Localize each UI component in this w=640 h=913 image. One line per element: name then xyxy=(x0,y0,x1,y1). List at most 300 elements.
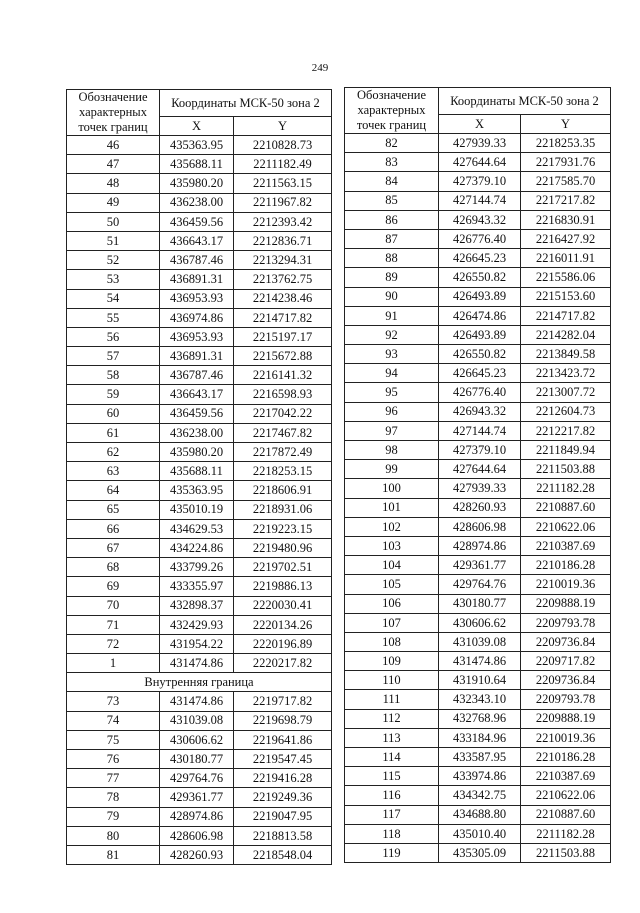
point-id: 53 xyxy=(67,270,160,289)
x-value: 426943.32 xyxy=(439,210,521,229)
point-id: 52 xyxy=(67,251,160,270)
x-value: 430606.62 xyxy=(439,613,521,632)
point-id: 73 xyxy=(67,692,160,711)
table-row xyxy=(67,155,332,174)
table-row xyxy=(345,249,611,268)
table-row xyxy=(67,462,332,481)
point-id: 1 xyxy=(67,654,160,673)
point-id: 88 xyxy=(345,249,439,268)
x-value: 431474.86 xyxy=(439,652,521,671)
point-id: 103 xyxy=(345,536,439,555)
x-value: 427644.64 xyxy=(439,460,521,479)
x-value: 427644.64 xyxy=(439,153,521,172)
table-row xyxy=(67,174,332,193)
point-id: 71 xyxy=(67,615,160,634)
table-row xyxy=(67,136,332,155)
x-value: 431474.86 xyxy=(160,654,234,673)
table-row xyxy=(345,728,611,747)
point-id: 107 xyxy=(345,613,439,632)
x-value: 432429.93 xyxy=(160,615,234,634)
x-value: 428974.86 xyxy=(160,807,234,826)
y-value: 2209888.19 xyxy=(521,594,611,613)
x-value: 435363.95 xyxy=(160,481,234,500)
y-value: 2218548.04 xyxy=(234,845,332,864)
table-row xyxy=(345,364,611,383)
table-row xyxy=(67,730,332,749)
y-value: 2218813.58 xyxy=(234,826,332,845)
table-row xyxy=(345,287,611,306)
y-value: 2209736.84 xyxy=(521,671,611,690)
y-value: 2215153.60 xyxy=(521,287,611,306)
y-value: 2213007.72 xyxy=(521,383,611,402)
x-value: 430180.77 xyxy=(160,750,234,769)
y-value: 2214717.82 xyxy=(521,306,611,325)
y-value: 2216427.92 xyxy=(521,229,611,248)
table-row xyxy=(67,231,332,250)
x-value: 435010.19 xyxy=(160,500,234,519)
table-row xyxy=(345,709,611,728)
point-id: 96 xyxy=(345,402,439,421)
point-id: 51 xyxy=(67,231,160,250)
point-id: 119 xyxy=(345,843,439,862)
y-value: 2219547.45 xyxy=(234,750,332,769)
y-value: 2219717.82 xyxy=(234,692,332,711)
section-title: Внутренняя граница xyxy=(67,673,332,692)
table-row xyxy=(345,306,611,325)
table-row xyxy=(67,692,332,711)
y-value: 2210887.60 xyxy=(521,805,611,824)
table-row xyxy=(67,634,332,653)
table-row xyxy=(67,615,332,634)
table-row xyxy=(67,519,332,538)
table-row xyxy=(67,212,332,231)
x-value: 428606.98 xyxy=(439,517,521,536)
x-value: 433799.26 xyxy=(160,558,234,577)
x-value: 427379.10 xyxy=(439,172,521,191)
x-value: 426645.23 xyxy=(439,364,521,383)
point-id: 78 xyxy=(67,788,160,807)
y-value: 2211849.94 xyxy=(521,441,611,460)
x-value: 436238.00 xyxy=(160,193,234,212)
x-value: 431039.08 xyxy=(439,632,521,651)
y-value: 2217931.76 xyxy=(521,153,611,172)
point-id: 85 xyxy=(345,191,439,210)
x-value: 435980.20 xyxy=(160,174,234,193)
x-value: 436459.56 xyxy=(160,404,234,423)
y-value: 2218253.35 xyxy=(521,134,611,153)
x-value: 426776.40 xyxy=(439,229,521,248)
y-value: 2210622.06 xyxy=(521,517,611,536)
y-value: 2209736.84 xyxy=(521,632,611,651)
point-id: 70 xyxy=(67,596,160,615)
table-row xyxy=(345,843,611,862)
point-id: 68 xyxy=(67,558,160,577)
point-id: 112 xyxy=(345,709,439,728)
point-id: 117 xyxy=(345,805,439,824)
point-id: 92 xyxy=(345,325,439,344)
y-value: 2220217.82 xyxy=(234,654,332,673)
table-row xyxy=(67,654,332,673)
x-value: 426550.82 xyxy=(439,345,521,364)
table-row xyxy=(345,786,611,805)
x-value: 427144.74 xyxy=(439,191,521,210)
table-body-left xyxy=(67,90,332,865)
y-value: 2216830.91 xyxy=(521,210,611,229)
y-value: 2209888.19 xyxy=(521,709,611,728)
point-id: 118 xyxy=(345,824,439,843)
x-header: X xyxy=(160,117,234,136)
point-id: 77 xyxy=(67,769,160,788)
y-value: 2219698.79 xyxy=(234,711,332,730)
y-value: 2220134.26 xyxy=(234,615,332,634)
y-value: 2219886.13 xyxy=(234,577,332,596)
table-row xyxy=(345,536,611,555)
x-value: 426493.89 xyxy=(439,325,521,344)
x-value: 428606.98 xyxy=(160,826,234,845)
y-value: 2211182.28 xyxy=(521,824,611,843)
point-id: 102 xyxy=(345,517,439,536)
y-value: 2213423.72 xyxy=(521,364,611,383)
x-value: 435688.11 xyxy=(160,462,234,481)
point-id: 84 xyxy=(345,172,439,191)
x-value: 428260.93 xyxy=(439,498,521,517)
point-id: 57 xyxy=(67,347,160,366)
y-value: 2217872.49 xyxy=(234,443,332,462)
table-row xyxy=(345,517,611,536)
point-id: 94 xyxy=(345,364,439,383)
y-value: 2213849.58 xyxy=(521,345,611,364)
y-value: 2214717.82 xyxy=(234,308,332,327)
y-value: 2218606.91 xyxy=(234,481,332,500)
table-row xyxy=(345,383,611,402)
point-id: 79 xyxy=(67,807,160,826)
y-value: 2212393.42 xyxy=(234,212,332,231)
y-value: 2215672.88 xyxy=(234,347,332,366)
table-row xyxy=(67,596,332,615)
point-id: 108 xyxy=(345,632,439,651)
header-row xyxy=(67,90,332,117)
table-row xyxy=(345,421,611,440)
x-value: 436643.17 xyxy=(160,385,234,404)
y-value: 2210622.06 xyxy=(521,786,611,805)
y-value: 2219047.95 xyxy=(234,807,332,826)
y-value: 2210887.60 xyxy=(521,498,611,517)
point-id: 109 xyxy=(345,652,439,671)
x-header: X xyxy=(439,115,521,134)
point-id: 82 xyxy=(345,134,439,153)
point-id: 80 xyxy=(67,826,160,845)
y-value: 2212836.71 xyxy=(234,231,332,250)
table-row xyxy=(67,308,332,327)
point-id: 106 xyxy=(345,594,439,613)
x-value: 429764.76 xyxy=(439,575,521,594)
point-id: 64 xyxy=(67,481,160,500)
table-row xyxy=(67,558,332,577)
table-row xyxy=(67,769,332,788)
table-row xyxy=(345,153,611,172)
x-value: 429361.77 xyxy=(160,788,234,807)
x-value: 436974.86 xyxy=(160,308,234,327)
x-value: 436787.46 xyxy=(160,366,234,385)
y-value: 2218931.06 xyxy=(234,500,332,519)
x-value: 433184.96 xyxy=(439,728,521,747)
point-id: 55 xyxy=(67,308,160,327)
y-value: 2210019.36 xyxy=(521,728,611,747)
x-value: 426550.82 xyxy=(439,268,521,287)
y-value: 2211563.15 xyxy=(234,174,332,193)
table-row xyxy=(67,481,332,500)
y-value: 2209717.82 xyxy=(521,652,611,671)
y-value: 2211182.49 xyxy=(234,155,332,174)
y-value: 2212604.73 xyxy=(521,402,611,421)
x-value: 435688.11 xyxy=(160,155,234,174)
y-value: 2211182.28 xyxy=(521,479,611,498)
table-row xyxy=(67,404,332,423)
x-value: 435010.40 xyxy=(439,824,521,843)
table-row xyxy=(67,270,332,289)
point-id: 69 xyxy=(67,577,160,596)
header-row xyxy=(345,88,611,115)
point-label-header: Обозначение характерных точек границ xyxy=(345,88,439,134)
x-value: 434629.53 xyxy=(160,519,234,538)
table-row xyxy=(67,788,332,807)
table-row xyxy=(67,826,332,845)
x-value: 434224.86 xyxy=(160,538,234,557)
x-value: 427144.74 xyxy=(439,421,521,440)
table-row xyxy=(67,538,332,557)
table-row xyxy=(345,767,611,786)
point-id: 100 xyxy=(345,479,439,498)
y-value: 2216598.93 xyxy=(234,385,332,404)
y-value: 2213762.75 xyxy=(234,270,332,289)
table-row xyxy=(345,268,611,287)
x-value: 426493.89 xyxy=(439,287,521,306)
table-row xyxy=(67,289,332,308)
y-value: 2219416.28 xyxy=(234,769,332,788)
point-id: 60 xyxy=(67,404,160,423)
table-row xyxy=(345,805,611,824)
table-row xyxy=(345,229,611,248)
table-row xyxy=(67,577,332,596)
table-row xyxy=(67,807,332,826)
point-id: 95 xyxy=(345,383,439,402)
table-row xyxy=(67,500,332,519)
y-value: 2216141.32 xyxy=(234,366,332,385)
y-value: 2219223.15 xyxy=(234,519,332,538)
point-id: 49 xyxy=(67,193,160,212)
x-value: 436953.93 xyxy=(160,327,234,346)
x-value: 431910.64 xyxy=(439,671,521,690)
table-row xyxy=(345,748,611,767)
table-row xyxy=(345,690,611,709)
point-id: 63 xyxy=(67,462,160,481)
table-row xyxy=(345,652,611,671)
table-row xyxy=(345,134,611,153)
y-value: 2219641.86 xyxy=(234,730,332,749)
point-id: 67 xyxy=(67,538,160,557)
x-value: 427939.33 xyxy=(439,479,521,498)
page-number: 249 xyxy=(311,62,329,74)
x-value: 433974.86 xyxy=(439,767,521,786)
table-row xyxy=(67,327,332,346)
point-id: 113 xyxy=(345,728,439,747)
x-value: 426474.86 xyxy=(439,306,521,325)
y-value: 2217585.70 xyxy=(521,172,611,191)
x-value: 435980.20 xyxy=(160,443,234,462)
point-id: 116 xyxy=(345,786,439,805)
x-value: 436953.93 xyxy=(160,289,234,308)
x-value: 433355.97 xyxy=(160,577,234,596)
y-value: 2220030.41 xyxy=(234,596,332,615)
x-value: 431954.22 xyxy=(160,634,234,653)
table-row xyxy=(345,479,611,498)
table-row xyxy=(345,671,611,690)
point-id: 110 xyxy=(345,671,439,690)
y-value: 2217467.82 xyxy=(234,423,332,442)
y-value: 2210828.73 xyxy=(234,136,332,155)
point-id: 90 xyxy=(345,287,439,306)
y-value: 2213294.31 xyxy=(234,251,332,270)
table-row xyxy=(67,385,332,404)
coordinates-table-left xyxy=(66,89,332,865)
x-value: 431039.08 xyxy=(160,711,234,730)
point-id: 66 xyxy=(67,519,160,538)
point-id: 91 xyxy=(345,306,439,325)
table-row xyxy=(67,193,332,212)
point-id: 74 xyxy=(67,711,160,730)
table-row xyxy=(345,210,611,229)
point-id: 114 xyxy=(345,748,439,767)
point-id: 111 xyxy=(345,690,439,709)
x-value: 428260.93 xyxy=(160,845,234,864)
table-row xyxy=(345,402,611,421)
table-row xyxy=(67,251,332,270)
table-row xyxy=(67,347,332,366)
table-row xyxy=(67,750,332,769)
table-body-right xyxy=(345,88,611,863)
point-id: 89 xyxy=(345,268,439,287)
y-value: 2210387.69 xyxy=(521,536,611,555)
y-value: 2211503.88 xyxy=(521,460,611,479)
table-row xyxy=(67,423,332,442)
point-label-header: Обозначение характерных точек границ xyxy=(67,90,160,136)
point-id: 56 xyxy=(67,327,160,346)
y-value: 2210186.28 xyxy=(521,556,611,575)
y-value: 2212217.82 xyxy=(521,421,611,440)
x-value: 430606.62 xyxy=(160,730,234,749)
y-header: Y xyxy=(521,115,611,134)
x-value: 429361.77 xyxy=(439,556,521,575)
point-id: 59 xyxy=(67,385,160,404)
y-value: 2215197.17 xyxy=(234,327,332,346)
table-row xyxy=(67,443,332,462)
x-value: 430180.77 xyxy=(439,594,521,613)
point-id: 87 xyxy=(345,229,439,248)
x-value: 436891.31 xyxy=(160,270,234,289)
x-value: 436643.17 xyxy=(160,231,234,250)
x-value: 436787.46 xyxy=(160,251,234,270)
y-value: 2219480.96 xyxy=(234,538,332,557)
point-id: 65 xyxy=(67,500,160,519)
y-value: 2211503.88 xyxy=(521,843,611,862)
y-value: 2219249.36 xyxy=(234,788,332,807)
x-value: 432898.37 xyxy=(160,596,234,615)
point-id: 81 xyxy=(67,845,160,864)
table-row xyxy=(67,845,332,864)
table-row xyxy=(345,594,611,613)
table-row xyxy=(345,172,611,191)
table-row xyxy=(345,441,611,460)
x-value: 426645.23 xyxy=(439,249,521,268)
coords-label-header: Координаты МСК-50 зона 2 xyxy=(439,88,611,115)
x-value: 433587.95 xyxy=(439,748,521,767)
table-row xyxy=(345,460,611,479)
point-id: 72 xyxy=(67,634,160,653)
table-row xyxy=(345,498,611,517)
y-value: 2216011.91 xyxy=(521,249,611,268)
table-row xyxy=(345,345,611,364)
y-value: 2214282.04 xyxy=(521,325,611,344)
coordinates-table-right xyxy=(344,87,611,863)
table-row xyxy=(345,575,611,594)
point-id: 47 xyxy=(67,155,160,174)
point-id: 76 xyxy=(67,750,160,769)
point-id: 50 xyxy=(67,212,160,231)
point-id: 98 xyxy=(345,441,439,460)
point-id: 115 xyxy=(345,767,439,786)
point-id: 48 xyxy=(67,174,160,193)
table-row xyxy=(67,711,332,730)
y-value: 2210387.69 xyxy=(521,767,611,786)
x-value: 426776.40 xyxy=(439,383,521,402)
point-id: 101 xyxy=(345,498,439,517)
x-value: 427939.33 xyxy=(439,134,521,153)
x-value: 427379.10 xyxy=(439,441,521,460)
point-id: 86 xyxy=(345,210,439,229)
point-id: 83 xyxy=(345,153,439,172)
table-row xyxy=(345,824,611,843)
y-value: 2219702.51 xyxy=(234,558,332,577)
section-row xyxy=(67,673,332,692)
table-row xyxy=(345,556,611,575)
y-value: 2218253.15 xyxy=(234,462,332,481)
y-value: 2214238.46 xyxy=(234,289,332,308)
y-value: 2210186.28 xyxy=(521,748,611,767)
x-value: 436459.56 xyxy=(160,212,234,231)
table-row xyxy=(67,366,332,385)
y-value: 2209793.78 xyxy=(521,613,611,632)
x-value: 436238.00 xyxy=(160,423,234,442)
x-value: 435363.95 xyxy=(160,136,234,155)
y-value: 2220196.89 xyxy=(234,634,332,653)
x-value: 432343.10 xyxy=(439,690,521,709)
x-value: 428974.86 xyxy=(439,536,521,555)
table-row xyxy=(345,613,611,632)
y-value: 2210019.36 xyxy=(521,575,611,594)
y-value: 2217217.82 xyxy=(521,191,611,210)
point-id: 104 xyxy=(345,556,439,575)
point-id: 99 xyxy=(345,460,439,479)
point-id: 62 xyxy=(67,443,160,462)
point-id: 58 xyxy=(67,366,160,385)
y-header: Y xyxy=(234,117,332,136)
x-value: 426943.32 xyxy=(439,402,521,421)
point-id: 46 xyxy=(67,136,160,155)
x-value: 434688.80 xyxy=(439,805,521,824)
point-id: 93 xyxy=(345,345,439,364)
point-id: 75 xyxy=(67,730,160,749)
coords-label-header: Координаты МСК-50 зона 2 xyxy=(160,90,332,117)
